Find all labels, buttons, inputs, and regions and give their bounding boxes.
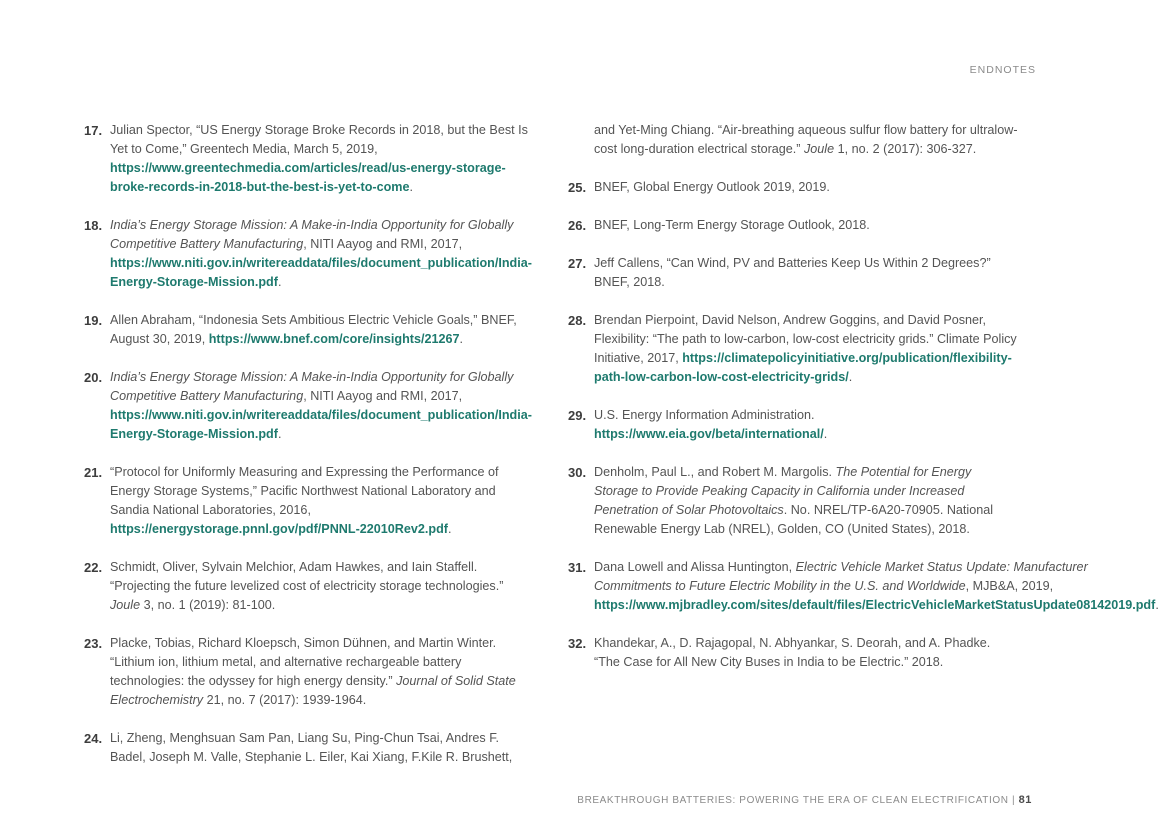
endnote-text-seg: , NITI Aayog and RMI, 2017, xyxy=(303,389,463,403)
section-header: ENDNOTES xyxy=(969,64,1036,76)
endnote-number: 17. xyxy=(84,123,103,138)
endnote-text-seg: “Protocol for Uniformly Measuring and Expressing the Performance of Energy Storage Systems,” Pacific Northwest National Laboratory and Sandia National Laboratories, 2016, xyxy=(110,465,499,517)
endnote-24-continuation xyxy=(568,121,1018,159)
endnote-28 xyxy=(568,311,1018,387)
endnote-link[interactable]: https://www.eia.gov/beta/international/ xyxy=(594,427,824,441)
endnote-text xyxy=(594,463,1018,539)
endnote-text: Khandekar, A., D. Rajagopal, N. Abhyankar, S. Deorah, and A. Phadke. “The Case for All New City Buses in India to be Electric.” 2018. xyxy=(594,636,991,669)
endnote-22 xyxy=(84,558,529,615)
endnote-text: BNEF, Global Energy Outlook 2019, 2019. xyxy=(594,180,830,194)
endnote-text-seg: , NITI Aayog and RMI, 2017, xyxy=(303,237,463,251)
endnote-number: 21. xyxy=(84,465,103,480)
endnote-text: Li, Zheng, Menghsuan Sam Pan, Liang Su, Ping-Chun Tsai, Andres F. Badel, Joseph M. Valle, Stephanie L. Eiler, Kai Xiang, F.Kile R. Brushett, xyxy=(110,731,513,764)
endnote-link[interactable]: https://climatepolicyinitiative.org/publication/flexibility-path-low-carbon-low-cost-electricity-grids/ xyxy=(594,351,1012,384)
endnote-text-seg: . xyxy=(277,427,282,441)
endnote-27 xyxy=(568,254,1018,292)
endnote-number: 24. xyxy=(84,731,103,746)
endnote-text-seg: . xyxy=(823,427,828,441)
endnote-17 xyxy=(84,121,529,197)
endnote-number: 25. xyxy=(568,180,587,195)
endnote-title-italic: India’s Energy Storage Mission: A Make-in-India Opportunity for Globally Competitive Battery Manufacturing xyxy=(110,370,514,403)
endnote-25 xyxy=(568,178,1018,197)
endnote-link[interactable]: https://www.greentechmedia.com/articles/read/us-energy-storage-broke-records-in-2018-but-the-best-is-yet-to-come xyxy=(110,161,506,194)
endnote-link[interactable]: https://www.niti.gov.in/writereaddata/files/document_publication/India-Energy-Storage-Mission.pdf xyxy=(110,256,532,289)
endnote-text xyxy=(594,558,1159,615)
endnote-30 xyxy=(568,463,1018,539)
endnote-24 xyxy=(84,729,529,767)
endnote-23 xyxy=(84,634,529,710)
endnote-link[interactable]: https://energystorage.pnnl.gov/pdf/PNNL-22010Rev2.pdf xyxy=(110,522,448,536)
footer-separator: | xyxy=(1011,795,1016,806)
endnote-text-seg: Julian Spector, “US Energy Storage Broke Records in 2018, but the Best Is Yet to Come,” Greentech Media, March 5, 2019, xyxy=(110,123,528,156)
endnote-link[interactable]: https://www.mjbradley.com/sites/default/files/ElectricVehicleMarketStatusUpdate08142019.pdf xyxy=(594,598,1156,612)
endnote-text-seg: Allen Abraham, “Indonesia Sets Ambitious Electric Vehicle Goals,” BNEF, August 30, 2019, xyxy=(110,313,517,346)
endnote-text-seg: 21, no. 7 (2017): 1939-1964. xyxy=(203,693,367,707)
endnote-19 xyxy=(84,311,529,349)
endnote-text xyxy=(594,406,1018,444)
endnote-text-seg: Schmidt, Oliver, Sylvain Melchior, Adam Hawkes, and Iain Staffell. “Projecting the future levelized cost of electricity storage technologies.” xyxy=(110,560,504,593)
endnote-text-seg: U.S. Energy Information Administration. xyxy=(594,408,815,422)
endnotes-column-right xyxy=(568,121,1159,691)
endnote-number: 18. xyxy=(84,218,103,233)
endnote-text: BNEF, Long-Term Energy Storage Outlook, 2018. xyxy=(594,218,870,232)
endnote-journal-italic: Joule xyxy=(110,598,141,612)
endnote-text-seg: . No. NREL/TP-6A20-70905. National Renewable Energy Lab (NREL), Golden, CO (United States), 2018. xyxy=(594,503,994,536)
endnote-text xyxy=(110,634,529,710)
endnote-text-seg: , MJB&A, 2019, xyxy=(965,579,1054,593)
endnote-text-seg: and Yet-Ming Chiang. “Air-breathing aqueous sulfur flow battery for ultralow-cost long-duration electrical storage.” xyxy=(594,123,1018,156)
endnote-text-seg: . xyxy=(459,332,463,346)
footer-title: BREAKTHROUGH BATTERIES: POWERING THE ERA OF CLEAN ELECTRIFICATION xyxy=(577,795,1009,806)
endnote-text-seg: . xyxy=(447,522,452,536)
endnote-text xyxy=(110,558,529,615)
endnote-link[interactable]: https://www.bnef.com/core/insights/21267 xyxy=(208,332,460,346)
endnote-text xyxy=(594,311,1018,387)
endnote-32 xyxy=(568,634,1018,672)
endnotes-column-left xyxy=(84,121,532,786)
endnote-number: 27. xyxy=(568,256,587,271)
endnote-29 xyxy=(568,406,1018,444)
endnote-number: 31. xyxy=(568,560,587,575)
endnote-text-seg: Dana Lowell and Alissa Huntington, xyxy=(594,560,796,574)
endnote-text xyxy=(594,121,1018,159)
endnote-journal-italic: Journal of Solid State Electrochemistry xyxy=(110,674,516,707)
endnote-title-italic: Electric Vehicle Market Status Update: Manufacturer Commitments to Future Electric Mobility in the U.S. and Worldwide xyxy=(594,560,1088,593)
endnote-text-seg: Placke, Tobias, Richard Kloepsch, Simon Dühnen, and Martin Winter. “Lithium ion, lithium metal, and alternative rechargeable battery technologies: the odyssey for high energy density.” xyxy=(110,636,497,688)
endnote-journal-italic: Joule xyxy=(804,142,835,156)
endnote-number: 26. xyxy=(568,218,587,233)
endnote-text xyxy=(110,368,532,444)
endnote-number: 29. xyxy=(568,408,587,423)
endnote-number: 22. xyxy=(84,560,103,575)
endnote-text xyxy=(110,463,529,539)
endnote-18 xyxy=(84,216,532,292)
endnote-26 xyxy=(568,216,1018,235)
endnote-text-seg: Denholm, Paul L., and Robert M. Margolis. xyxy=(594,465,836,479)
endnote-number: 20. xyxy=(84,370,103,385)
endnote-21 xyxy=(84,463,529,539)
endnote-text-seg: 1, no. 2 (2017): 306-327. xyxy=(834,142,977,156)
endnote-31 xyxy=(568,558,1159,615)
endnote-title-italic: The Potential for Energy Storage to Provide Peaking Capacity in California under Increased Penetration of Solar Photovoltaics xyxy=(594,465,972,517)
endnote-link[interactable]: https://www.niti.gov.in/writereaddata/files/document_publication/India-Energy-Storage-Mission.pdf xyxy=(110,408,532,441)
endnote-text-seg: . xyxy=(409,180,413,194)
endnote-number: 30. xyxy=(568,465,587,480)
endnote-text xyxy=(110,216,532,292)
endnote-20 xyxy=(84,368,532,444)
endnote-number: 28. xyxy=(568,313,587,328)
endnote-text xyxy=(110,311,529,349)
page-number: 81 xyxy=(1018,794,1032,806)
endnote-number: 23. xyxy=(84,636,103,651)
endnote-text-seg: Brendan Pierpoint, David Nelson, Andrew Goggins, and David Posner, Flexibility: “The path to low-carbon, low-cost electricity grids.” Climate Policy Initiative, 2017, xyxy=(594,313,1017,365)
endnote-number: 19. xyxy=(84,313,103,328)
endnote-text-seg: 3, no. 1 (2019): 81-100. xyxy=(140,598,276,612)
page-footer xyxy=(577,794,1032,806)
endnote-title-italic: India’s Energy Storage Mission: A Make-in-India Opportunity for Globally Competitive Battery Manufacturing xyxy=(110,218,514,251)
endnote-text-seg: . xyxy=(277,275,282,289)
endnote-text-seg: . xyxy=(848,370,853,384)
endnote-number: 32. xyxy=(568,636,587,651)
endnote-text-seg: . xyxy=(1155,598,1159,612)
endnote-text xyxy=(110,121,529,197)
endnote-text: Jeff Callens, “Can Wind, PV and Batteries Keep Us Within 2 Degrees?” BNEF, 2018. xyxy=(594,256,991,289)
